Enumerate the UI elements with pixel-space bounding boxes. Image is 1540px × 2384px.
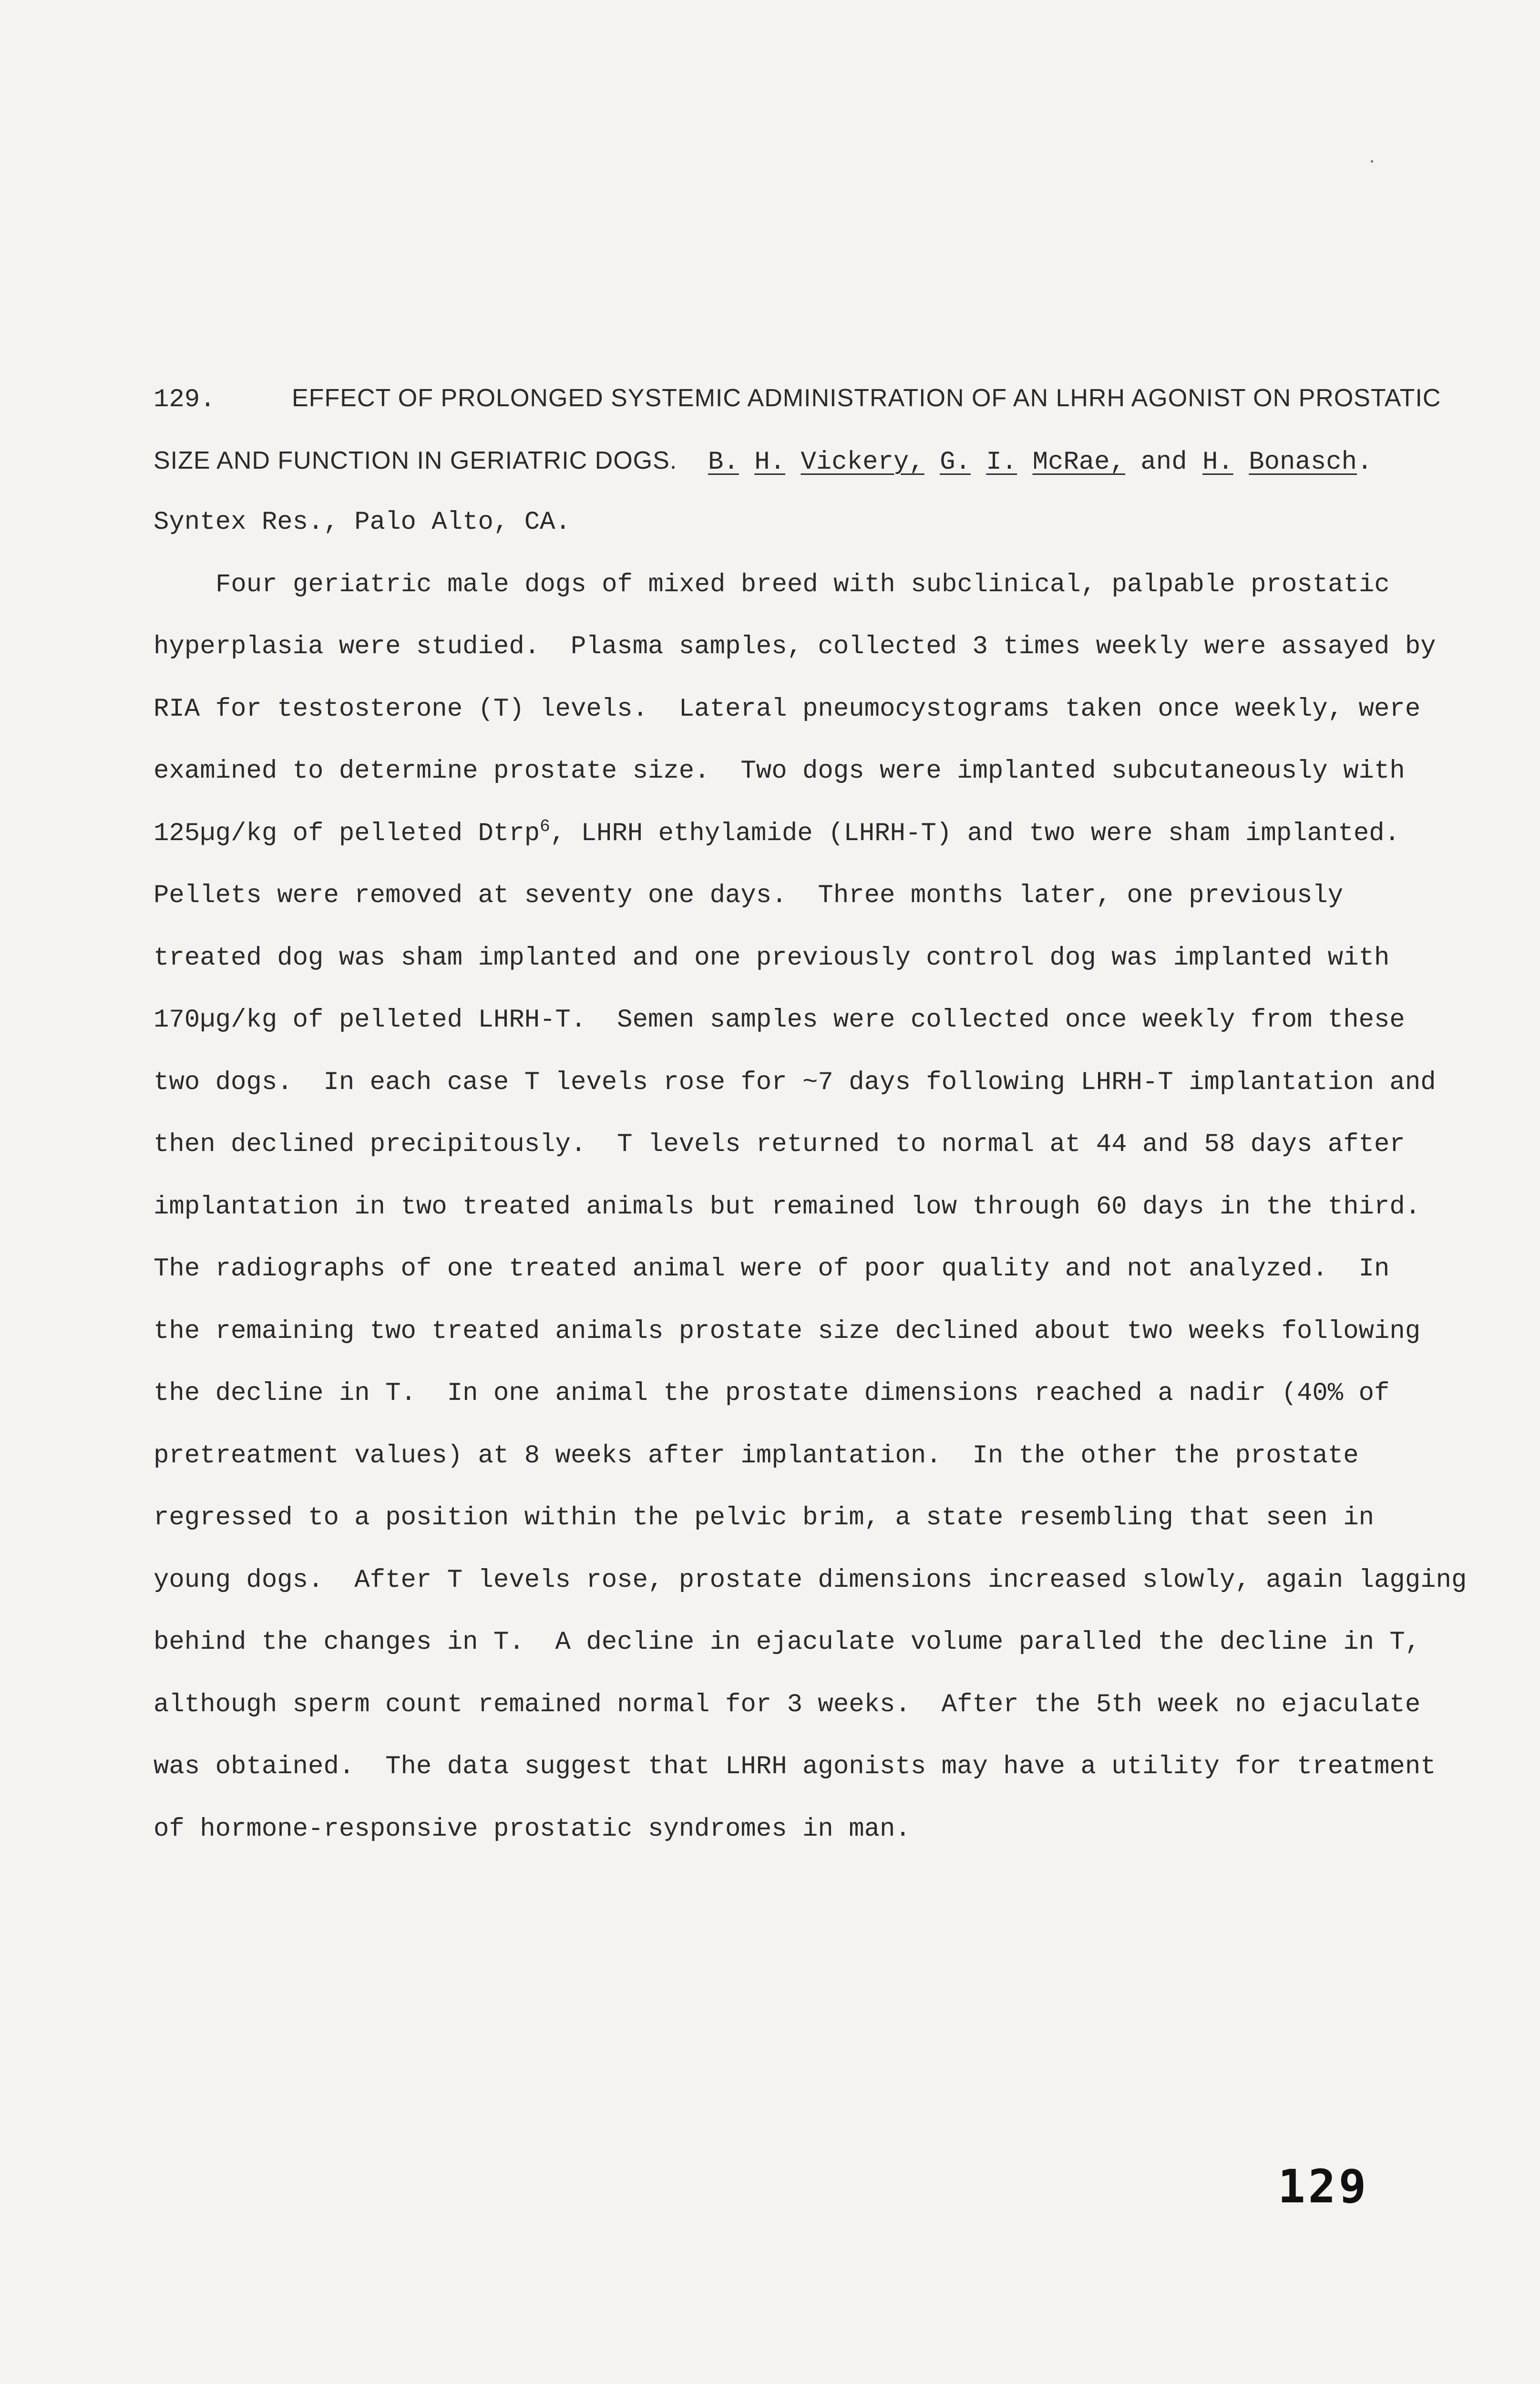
superscript: 6 xyxy=(540,816,550,836)
body-line: Pellets were removed at seventy one days. Three months later, one previously xyxy=(154,881,1344,910)
body-line: was obtained. The data suggest that LHRH agonists may have a utility for treatment xyxy=(154,1752,1436,1781)
body-line: RIA for testosterone (T) levels. Lateral pneumocystograms taken once weekly, were xyxy=(154,694,1421,724)
body-line: The radiographs of one treated animal were of poor quality and not analyzed. In xyxy=(154,1254,1390,1284)
body-line: young dogs. After T levels rose, prostate dimensions increased slowly, again lagging xyxy=(154,1565,1467,1595)
author-initial: B. xyxy=(708,447,739,477)
body-line: although sperm count remained normal for 3 weeks. After the 5th week no ejaculate xyxy=(154,1690,1421,1719)
body-text: Four geriatric male dogs of mixed breed with subclinical, palpable prostatic xyxy=(216,570,1390,599)
abstract-title: EFFECT OF PROLONGED SYSTEMIC ADMINISTRATION OF AN LHRH AGONIST ON PROSTATIC xyxy=(292,384,1441,412)
abstract-title-continued: SIZE AND FUNCTION IN GERIATRIC DOGS. xyxy=(154,446,678,474)
body-text: 125µg/kg of pelleted Dtrp xyxy=(154,819,540,848)
abstract-block xyxy=(154,367,1489,1860)
body-line: the remaining two treated animals prostate size declined about two weeks following xyxy=(154,1316,1421,1346)
affiliation: Syntex Res., Palo Alto, CA. xyxy=(154,508,571,537)
author-initial: H. xyxy=(754,447,786,477)
body-line: 170µg/kg of pelleted LHRH-T. Semen samples were collected once weekly from these xyxy=(154,1006,1405,1035)
author-conjunction: and xyxy=(1140,447,1187,477)
body-line: two dogs. In each case T levels rose for ~7 days following LHRH-T implantation and xyxy=(154,1068,1436,1097)
page-number: 129 xyxy=(1278,2160,1369,2213)
body-line: behind the changes in T. A decline in ejaculate volume paralled the decline in T, xyxy=(154,1628,1421,1657)
author-initial: G. xyxy=(940,447,971,477)
author-surname: McRae, xyxy=(1032,447,1125,477)
body-line xyxy=(154,554,1489,617)
body-line: treated dog was sham implanted and one previously control dog was implanted with xyxy=(154,943,1390,973)
abstract-number: 129. xyxy=(154,385,216,414)
body-line: pretreatment values) at 8 weeks after implantation. In the other the prostate xyxy=(154,1441,1359,1470)
body-text: , LHRH ethylamide (LHRH-T) and two were sham implanted. xyxy=(550,819,1400,848)
author-surname: Vickery, xyxy=(801,447,924,477)
author-surname: Bonasch xyxy=(1249,447,1357,477)
author-period: . xyxy=(1357,447,1373,477)
body-line: examined to determine prostate size. Two dogs were implanted subcutaneously with xyxy=(154,757,1405,786)
body-line: regressed to a position within the pelvic brim, a state resembling that seen in xyxy=(154,1503,1375,1532)
title-line-1 xyxy=(154,367,1489,430)
body-line: then declined precipitously. T levels returned to normal at 44 and 58 days after xyxy=(154,1130,1405,1159)
body-line xyxy=(154,803,1489,865)
author-initial: H. xyxy=(1202,447,1233,477)
paper-speck xyxy=(1371,160,1373,163)
author-initial: I. xyxy=(986,447,1017,477)
body-line: implantation in two treated animals but remained low through 60 days in the third. xyxy=(154,1192,1421,1222)
title-line-2 xyxy=(154,430,1489,492)
body-line: hyperplasia were studied. Plasma samples, collected 3 times weekly were assayed by xyxy=(154,632,1436,661)
body-line: the decline in T. In one animal the prostate dimensions reached a nadir (40% of xyxy=(154,1379,1390,1408)
body-line: of hormone-responsive prostatic syndromes in man. xyxy=(154,1814,911,1844)
